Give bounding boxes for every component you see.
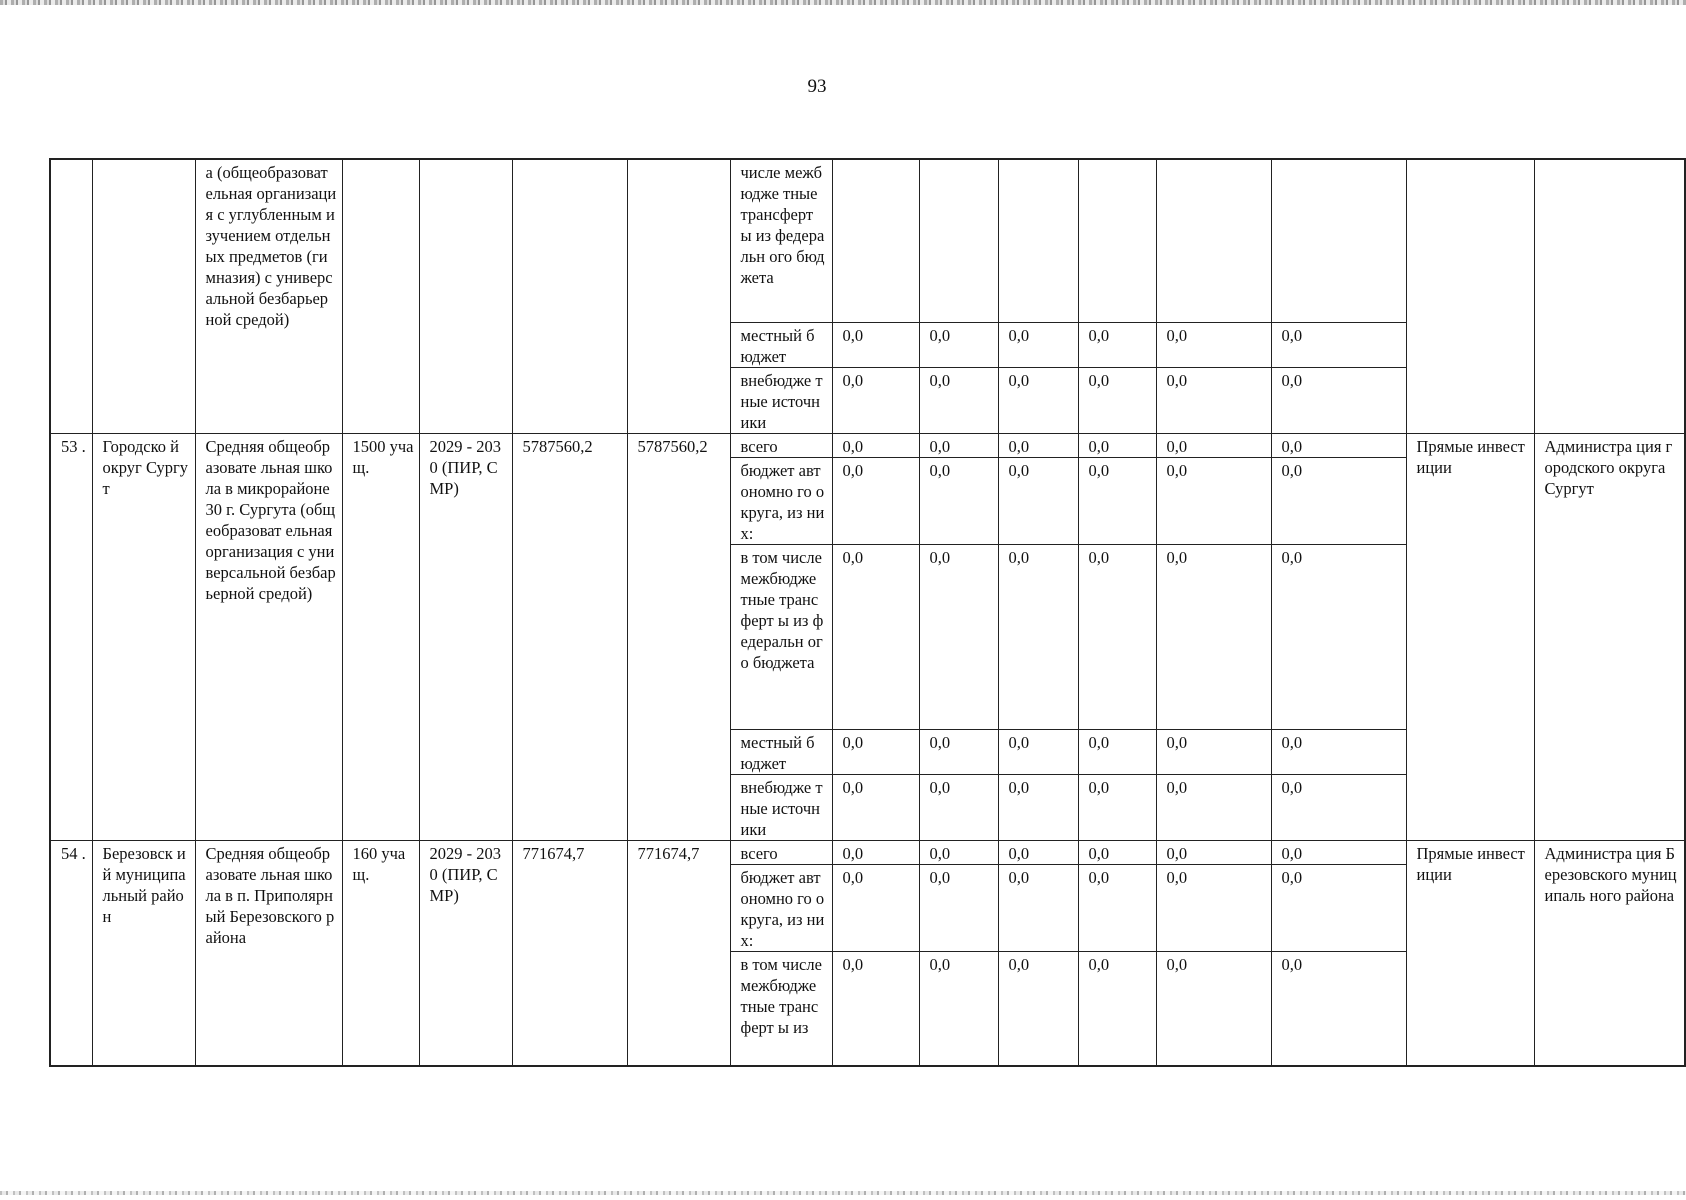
investment-objects-table [49, 158, 1686, 1067]
value-cell [832, 159, 919, 322]
value-cell: 0,0 [1078, 774, 1156, 840]
value-cell: 0,0 [1271, 322, 1406, 367]
value-cell: 0,0 [1078, 457, 1156, 544]
value-cell: 0,0 [998, 951, 1078, 1066]
mechanism-cell: Прямые инвестиции [1406, 433, 1534, 840]
value-cell: 0,0 [919, 864, 998, 951]
value-cell: 0,0 [832, 729, 919, 774]
customer-cell: Администра ция городского округа Сургут [1534, 433, 1685, 840]
cost-total-cell [512, 159, 627, 433]
value-cell: 0,0 [1078, 840, 1156, 864]
value-cell: 0,0 [1271, 840, 1406, 864]
funding-source-cell: внебюдже тные источники [730, 367, 832, 433]
funding-source-cell: местный бюджет [730, 322, 832, 367]
page-number: 93 [807, 76, 827, 97]
value-cell: 0,0 [1156, 951, 1271, 1066]
value-cell: 0,0 [919, 457, 998, 544]
value-cell: 0,0 [919, 367, 998, 433]
value-cell: 0,0 [1156, 864, 1271, 951]
cost-total-cell: 5787560,2 [512, 433, 627, 840]
funding-source-cell: числе межбюдже тные трансферт ы из федеральн ого бюджета [730, 159, 832, 322]
value-cell: 0,0 [1078, 367, 1156, 433]
row-number-cell: 54 . [50, 840, 92, 1066]
cost-remaining-cell: 771674,7 [627, 840, 730, 1066]
scan-edge-bottom [0, 1191, 1686, 1195]
value-cell: 0,0 [832, 433, 919, 457]
value-cell: 0,0 [1078, 951, 1156, 1066]
value-cell: 0,0 [832, 774, 919, 840]
value-cell: 0,0 [919, 951, 998, 1066]
funding-source-cell: местный бюджет [730, 729, 832, 774]
row-number-cell [50, 159, 92, 433]
object-name-cell: Средняя общеобразовате льная школа в микрорайоне 30 г. Сургута (общеобразоват ельная организация с универсальной безбарьерной средой) [195, 433, 342, 840]
period-cell: 2029 - 2030 (ПИР, СМР) [419, 840, 512, 1066]
value-cell: 0,0 [1156, 774, 1271, 840]
value-cell: 0,0 [919, 544, 998, 729]
value-cell: 0,0 [998, 774, 1078, 840]
value-cell: 0,0 [1078, 544, 1156, 729]
value-cell: 0,0 [1156, 544, 1271, 729]
territory-cell: Березовск ий муниципа льный район [92, 840, 195, 1066]
value-cell: 0,0 [832, 840, 919, 864]
capacity-cell [342, 159, 419, 433]
value-cell: 0,0 [832, 367, 919, 433]
value-cell [1271, 159, 1406, 322]
value-cell [998, 159, 1078, 322]
funding-source-cell: в том числе межбюдже тные трансферт ы из [730, 951, 832, 1066]
value-cell [1156, 159, 1271, 322]
table-row [50, 433, 1685, 457]
value-cell: 0,0 [832, 864, 919, 951]
table-row [50, 840, 1685, 864]
capacity-cell: 160 учащ. [342, 840, 419, 1066]
funding-source-cell: всего [730, 433, 832, 457]
value-cell: 0,0 [1156, 840, 1271, 864]
value-cell: 0,0 [832, 457, 919, 544]
capacity-cell: 1500 учащ. [342, 433, 419, 840]
value-cell: 0,0 [832, 322, 919, 367]
value-cell: 0,0 [1271, 951, 1406, 1066]
period-cell [419, 159, 512, 433]
value-cell: 0,0 [919, 322, 998, 367]
value-cell: 0,0 [998, 322, 1078, 367]
mechanism-cell [1406, 159, 1534, 433]
value-cell: 0,0 [1271, 864, 1406, 951]
object-name-cell: а (общеобразоват ельная организация с углубленным изучением отдельных предметов (гимназия) с универсальной безбарьерной средой) [195, 159, 342, 433]
cost-total-cell: 771674,7 [512, 840, 627, 1066]
value-cell: 0,0 [1078, 433, 1156, 457]
funding-source-cell: бюджет автономно го округа, из них: [730, 457, 832, 544]
territory-cell [92, 159, 195, 433]
value-cell: 0,0 [1271, 544, 1406, 729]
value-cell: 0,0 [998, 457, 1078, 544]
value-cell: 0,0 [998, 544, 1078, 729]
table-row [50, 159, 1685, 322]
value-cell: 0,0 [919, 729, 998, 774]
value-cell: 0,0 [919, 840, 998, 864]
value-cell: 0,0 [1271, 367, 1406, 433]
value-cell: 0,0 [919, 433, 998, 457]
period-cell: 2029 - 2030 (ПИР, СМР) [419, 433, 512, 840]
value-cell: 0,0 [1271, 457, 1406, 544]
customer-cell: Администра ция Березовского муниципаль ного района [1534, 840, 1685, 1066]
value-cell: 0,0 [1271, 774, 1406, 840]
funding-source-cell: в том числе межбюдже тные трансферт ы из федеральн ого бюджета [730, 544, 832, 729]
territory-cell: Городско й округ Сургут [92, 433, 195, 840]
row-number-cell: 53 . [50, 433, 92, 840]
funding-source-cell: бюджет автономно го округа, из них: [730, 864, 832, 951]
value-cell [919, 159, 998, 322]
value-cell: 0,0 [1271, 729, 1406, 774]
mechanism-cell: Прямые инвестиции [1406, 840, 1534, 1066]
value-cell: 0,0 [1156, 729, 1271, 774]
value-cell: 0,0 [998, 864, 1078, 951]
value-cell: 0,0 [1156, 367, 1271, 433]
value-cell: 0,0 [1078, 729, 1156, 774]
value-cell: 0,0 [832, 544, 919, 729]
value-cell: 0,0 [1156, 433, 1271, 457]
value-cell: 0,0 [1271, 433, 1406, 457]
value-cell: 0,0 [998, 367, 1078, 433]
value-cell: 0,0 [1078, 322, 1156, 367]
funding-source-cell: внебюдже тные источники [730, 774, 832, 840]
value-cell: 0,0 [832, 951, 919, 1066]
value-cell: 0,0 [1078, 864, 1156, 951]
scan-edge-top [0, 0, 1686, 5]
value-cell: 0,0 [1156, 457, 1271, 544]
value-cell [1078, 159, 1156, 322]
value-cell: 0,0 [1156, 322, 1271, 367]
funding-source-cell: всего [730, 840, 832, 864]
cost-remaining-cell: 5787560,2 [627, 433, 730, 840]
cost-remaining-cell [627, 159, 730, 433]
value-cell: 0,0 [998, 729, 1078, 774]
value-cell: 0,0 [998, 840, 1078, 864]
value-cell: 0,0 [998, 433, 1078, 457]
value-cell: 0,0 [919, 774, 998, 840]
object-name-cell: Средняя общеобразовате льная школа в п. Приполярный Березовского района [195, 840, 342, 1066]
customer-cell [1534, 159, 1685, 433]
